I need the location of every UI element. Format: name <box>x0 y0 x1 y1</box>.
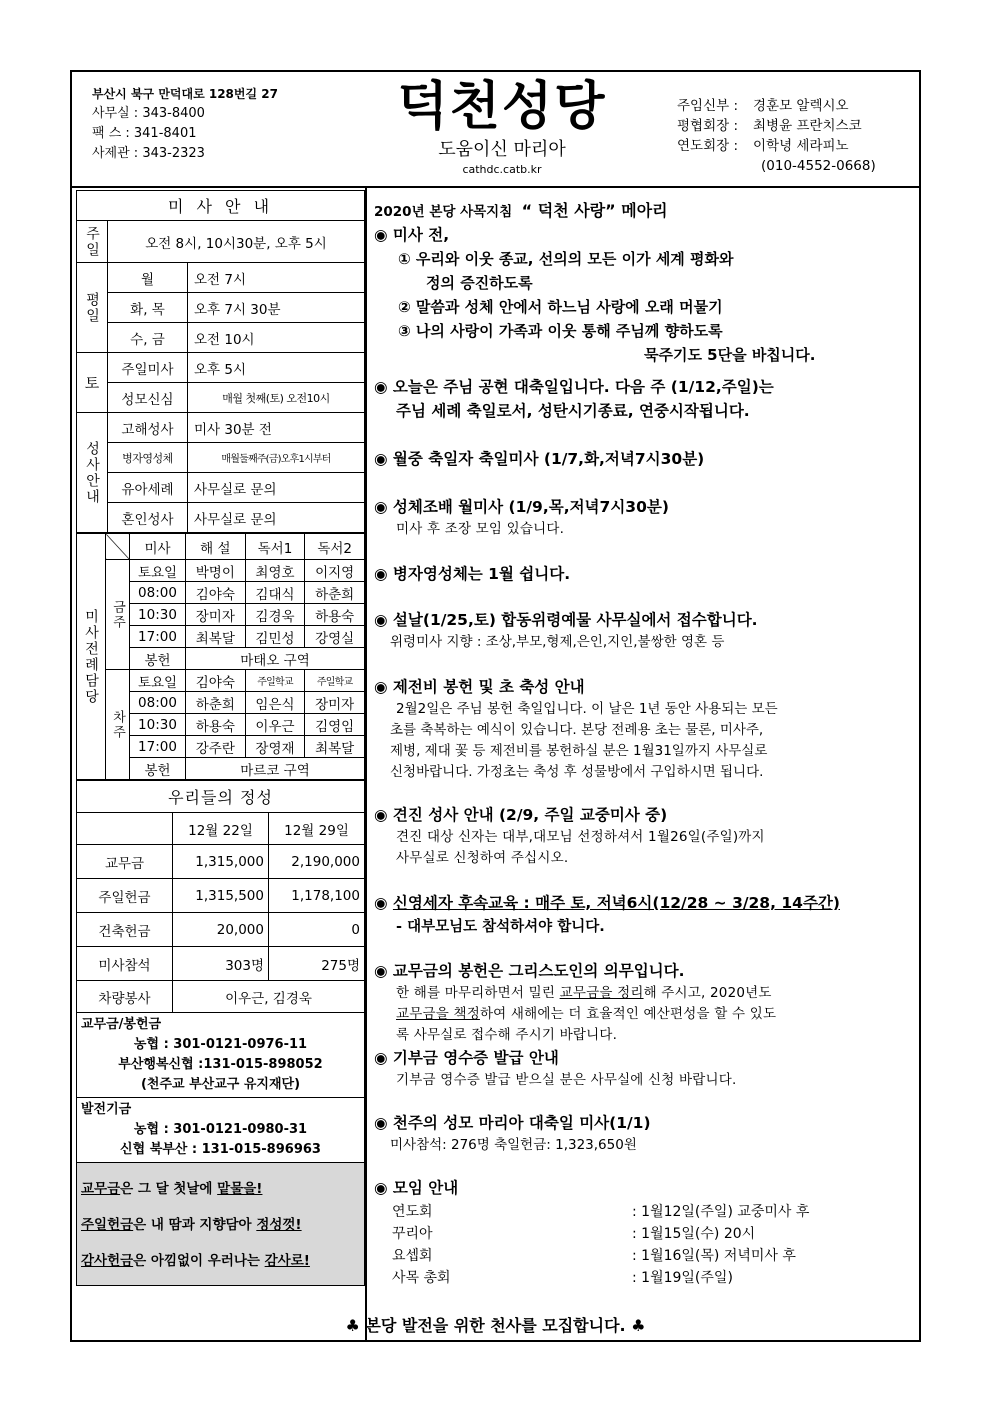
duty-cell: 17:00 <box>130 736 186 758</box>
offering-row-label: 미사참석 <box>77 947 173 981</box>
sacrament-4-val: 사무실로 문의 <box>188 503 365 533</box>
sunday-times: 오전 8시, 10시30분, 오후 5시 <box>108 221 365 263</box>
parish-site: cathdc.catb.kr <box>462 163 542 176</box>
meeting-schedule <box>392 1200 892 1288</box>
offering-label: 봉헌 <box>130 648 186 670</box>
notice-body: 미사참석: 276명 축일헌금: 1,323,650원 <box>390 1137 637 1153</box>
sunday-label: 주일 <box>77 221 108 263</box>
duty-cell: 08:00 <box>130 692 186 714</box>
office-phone: 사무실 : 343-8400 <box>92 106 205 121</box>
offering-corner <box>77 813 173 845</box>
notice-body: 2월2일은 주님 봉헌 축일입니다. 이 날은 1년 동안 사용되는 모든 <box>396 701 778 717</box>
offering-zone: 마태오 구역 <box>186 648 365 670</box>
offering-value: 1,315,000 <box>173 845 269 879</box>
saturday-1-time: 오후 5시 <box>188 353 365 383</box>
mass-table <box>76 190 365 533</box>
duty-cell: 이지영 <box>305 560 365 582</box>
notices-column <box>374 200 914 1288</box>
offering-label: 봉헌 <box>130 758 186 780</box>
duty-cell: 박명이 <box>186 560 246 582</box>
offering-row-label: 건축헌금 <box>77 913 173 947</box>
meeting-time: : 1월15일(수) 20시 <box>632 1226 756 1242</box>
weekday-3: 수, 금 <box>108 323 188 353</box>
car-label: 차량봉사 <box>77 981 173 1013</box>
weekday-label: 평일 <box>77 263 108 353</box>
duty-col-2: 독서1 <box>245 534 305 560</box>
meeting-name: 사목 총회 <box>392 1270 451 1286</box>
duty-cell: 김야숙 <box>186 582 246 604</box>
duty-cell: 김민성 <box>245 626 305 648</box>
motto-line: 2020년 본당 사목지침 “ 덕천 사랑” 메아리 <box>374 201 668 220</box>
offering-table <box>76 780 365 1013</box>
duty-cell: 주일학교 <box>245 670 305 692</box>
offering-row-label: 주일헌금 <box>77 879 173 913</box>
duty-cell: 김영임 <box>305 714 365 736</box>
duty-cell: 하용숙 <box>305 604 365 626</box>
account-block-2 <box>76 1098 365 1163</box>
account-2-line2: 신협 북부산 : 131-015-896963 <box>120 1142 321 1157</box>
notice-line: 정의 증진하도록 <box>426 274 533 292</box>
notice-line: 주님 세례 축일로서, 성탄시기종료, 연중시작됩니다. <box>396 402 750 420</box>
header-divider <box>72 186 919 188</box>
notice-body: 초를 축복하는 예식이 있습니다. 본당 전례용 초는 물론, 미사주, <box>390 722 764 738</box>
duty-cell: 최영호 <box>245 560 305 582</box>
slogan-1: 교무금은 그 달 첫날에 맡물을! <box>81 1181 263 1197</box>
duty-col-1: 해 설 <box>186 534 246 560</box>
contact-block <box>92 84 278 164</box>
sacrament-4: 혼인성사 <box>108 503 188 533</box>
duty-corner <box>106 534 130 560</box>
rectory-phone: 사제관 : 343-2323 <box>92 146 205 161</box>
notice-heading: ◉ 병자영성체는 1월 쉽니다. <box>374 565 571 583</box>
notice-heading: ◉ 견진 성사 안내 (2/9, 주일 교중미사 중) <box>374 806 668 824</box>
offering-value: 0 <box>269 913 365 947</box>
duty-cell: 김야숙 <box>186 670 246 692</box>
duty-cell: 임은식 <box>245 692 305 714</box>
mass-title: 미 사 안 내 <box>77 191 365 221</box>
notice-body: 미사 후 조장 모임 있습니다. <box>396 521 565 537</box>
column-divider <box>365 186 367 1340</box>
notice-heading: ◉ 오늘은 주님 공현 대축일입니다. 다음 주 (1/12,주일)는 <box>374 378 774 396</box>
council-label: 평협회장 : <box>677 118 739 134</box>
masthead <box>377 76 627 178</box>
duty-cell: 최복달 <box>305 736 365 758</box>
account-1-line3: (천주교 부산교구 유지재단) <box>140 1077 301 1092</box>
weekday-1: 월 <box>108 263 188 293</box>
notice-heading: ◉ 월중 축일자 축일미사 (1/7,화,저녁7시30분) <box>374 450 705 468</box>
saturday-2: 성모신심 <box>108 383 188 413</box>
sacrament-label: 성사안내 <box>77 413 108 533</box>
account-1-title: 교무금/봉헌금 <box>81 1017 162 1032</box>
duty-cell: 10:30 <box>130 604 186 626</box>
notice-body: 위령미사 지향 : 조상,부모,형제,은인,지인,불쌍한 영혼 등 <box>390 634 725 650</box>
weekday-2-time: 오후 7시 30분 <box>188 293 365 323</box>
duty-col-0: 미사 <box>130 534 186 560</box>
duty-col-3: 독서2 <box>305 534 365 560</box>
account-2-title: 발전기금 <box>81 1102 132 1117</box>
notice-heading: ◉ 설날(1/25,토) 합동위령예물 사무실에서 접수합니다. <box>374 611 758 629</box>
duty-cell: 토요일 <box>130 560 186 582</box>
notice-body: 견진 대상 신자는 대부,대모님 선정하셔서 1월26일(주일)까지 <box>396 829 765 845</box>
notice-heading: ◉ 기부금 영수증 발급 안내 <box>374 1049 559 1067</box>
meeting-name: 연도회 <box>392 1204 433 1220</box>
offering-value: 1,315,500 <box>173 879 269 913</box>
bulletin-frame <box>70 70 921 1342</box>
left-column <box>76 190 365 1286</box>
notice-line: - 대부모님도 참석하셔야 합니다. <box>396 919 605 935</box>
offering-value: 1,178,100 <box>269 879 365 913</box>
notice-heading: ◉ 신영세자 후속교육 : 매주 토, 저녁6시(12/28 ~ 3/28, 14주간) <box>374 894 840 912</box>
notice-heading: ◉ 제전비 봉헌 및 초 축성 안내 <box>374 678 585 696</box>
saturday-label: 토 <box>77 353 108 413</box>
notice-heading: ◉ 모임 안내 <box>374 1179 459 1197</box>
duty-cell: 김대식 <box>245 582 305 604</box>
saturday-2-time: 매월 첫째(토) 오전10시 <box>188 383 365 413</box>
sacrament-1-val: 미사 30분 전 <box>188 413 365 443</box>
account-1-line2: 부산행복신협 :131-015-898052 <box>118 1057 323 1072</box>
parish-title: 덕천성당 <box>397 77 607 137</box>
notice-line: 묵주기도 5단을 바칩니다. <box>644 346 816 364</box>
sacrament-3-val: 사무실로 문의 <box>188 473 365 503</box>
duty-cell: 장미자 <box>305 692 365 714</box>
account-2-line1: 농협 : 301-0121-0980-31 <box>133 1122 308 1137</box>
notice-line: ③ 나의 사랑이 가족과 이웃 통해 주님께 향하도록 <box>398 322 723 340</box>
car-value: 이우근, 김경욱 <box>173 981 365 1013</box>
parish-patron: 도움이신 마리아 <box>438 139 566 160</box>
meeting-name: 꾸리아 <box>392 1226 433 1242</box>
meeting-time: : 1월19일(주일) <box>632 1270 733 1286</box>
offering-title: 우리들의 정성 <box>77 781 365 813</box>
slogan-3: 감사헌금은 아낌없이 우러나는 감사로! <box>81 1253 310 1269</box>
duty-cell: 17:00 <box>130 626 186 648</box>
notice-heading: ◉ 교무금의 봉헌은 그리스도인의 의무입니다. <box>374 962 685 980</box>
meeting-time: : 1월16일(목) 저녁미사 후 <box>632 1248 796 1264</box>
notice-line: ① 우리와 이웃 종교, 선의의 모든 이가 세계 평화와 <box>398 250 734 268</box>
slogan-2: 주일헌금은 내 땀과 지향담아 정성껏! <box>81 1217 302 1233</box>
fax: 팩 스 : 341-8401 <box>92 126 197 141</box>
union-name: 이학녕 세라피노 <box>753 138 849 154</box>
union-label: 연도회장 : <box>677 138 739 154</box>
offering-value: 275명 <box>269 947 365 981</box>
duty-cell: 장영재 <box>245 736 305 758</box>
notice-body: 한 해를 마무리하면서 밀린 교무금을 정리해 주시고, 2020년도 <box>396 985 772 1001</box>
duty-cell: 08:00 <box>130 582 186 604</box>
weekday-1-time: 오전 7시 <box>188 263 365 293</box>
duty-label: 미사전례담당 <box>77 534 106 780</box>
duty-table <box>76 533 365 780</box>
sacrament-2: 병자영성체 <box>108 443 188 473</box>
weekday-2: 화, 목 <box>108 293 188 323</box>
notice-line: ② 말씀과 성체 안에서 하느님 사랑에 오래 머물기 <box>398 298 723 316</box>
offering-zone: 마르코 구역 <box>186 758 365 780</box>
pastor-name: 경훈모 알렉시오 <box>753 98 849 114</box>
notice-body: 교무금을 책정하여 새해에는 더 효율적인 예산편성을 할 수 있도 <box>396 1006 777 1022</box>
saturday-1: 주일미사 <box>108 353 188 383</box>
offering-date-2: 12월 29일 <box>269 813 365 845</box>
weekday-3-time: 오전 10시 <box>188 323 365 353</box>
offering-value: 20,000 <box>173 913 269 947</box>
notice-heading: ◉ 성체조배 월미사 (1/9,목,저녁7시30분) <box>374 498 669 516</box>
motto: “ 덕천 사랑” 메아리 <box>521 201 668 220</box>
sacrament-2-val: 매월둘째주(금)오후1시부터 <box>188 443 365 473</box>
duty-cell: 토요일 <box>130 670 186 692</box>
notice-body: 사무실로 신청하여 주십시오. <box>396 850 569 866</box>
offering-value: 303명 <box>173 947 269 981</box>
duty-cell: 하춘희 <box>305 582 365 604</box>
staff-block <box>677 96 876 176</box>
notice-heading: ◉ 미사 전, <box>374 226 450 244</box>
sacrament-3: 유아세례 <box>108 473 188 503</box>
account-block-1 <box>76 1013 365 1098</box>
notice-body: 신청바랍니다. 가정초는 축성 후 성물방에서 구입하시면 됩니다. <box>390 764 764 780</box>
account-1-line1: 농협 : 301-0121-0976-11 <box>133 1037 308 1052</box>
council-name: 최병윤 프란치스코 <box>753 118 862 134</box>
notice-body: 제병, 제대 꽃 등 제전비를 봉헌하실 분은 1월31일까지 사무실로 <box>390 743 768 759</box>
meeting-name: 요셉회 <box>392 1248 433 1264</box>
pastor-label: 주임신부 : <box>677 98 739 114</box>
duty-cell: 강주란 <box>186 736 246 758</box>
duty-cell: 하춘희 <box>186 692 246 714</box>
footer-banner: ♣ 본당 발전을 위한 천사를 모집합니다. ♣ <box>345 1316 646 1335</box>
union-tel: (010-4552-0668) <box>761 158 876 174</box>
duty-cell: 이우근 <box>245 714 305 736</box>
duty-cell: 강영실 <box>305 626 365 648</box>
notice-body: 기부금 영수증 발급 받으실 분은 사무실에 신청 바랍니다. <box>396 1072 737 1088</box>
duty-cell: 김경욱 <box>245 604 305 626</box>
duty-cell: 10:30 <box>130 714 186 736</box>
slogan-box <box>76 1163 365 1286</box>
offering-row-label: 교무금 <box>77 845 173 879</box>
meeting-time: : 1월12일(주일) 교중미사 후 <box>632 1204 810 1220</box>
duty-cell: 하용숙 <box>186 714 246 736</box>
address: 부산시 북구 만덕대로 128번길 27 <box>92 87 278 101</box>
duty-cell: 장미자 <box>186 604 246 626</box>
offering-value: 2,190,000 <box>269 845 365 879</box>
duty-cell: 최복달 <box>186 626 246 648</box>
offering-date-1: 12월 22일 <box>173 813 269 845</box>
notice-heading: ◉ 천주의 성모 마리아 대축일 미사(1/1) <box>374 1114 651 1132</box>
sacrament-1: 고해성사 <box>108 413 188 443</box>
notice-body: 록 사무실로 접수해 주시기 바랍니다. <box>396 1027 618 1043</box>
duty-cell: 주일학교 <box>305 670 365 692</box>
next-week-label: 차주 <box>106 670 130 780</box>
this-week-label: 금주 <box>106 560 130 670</box>
